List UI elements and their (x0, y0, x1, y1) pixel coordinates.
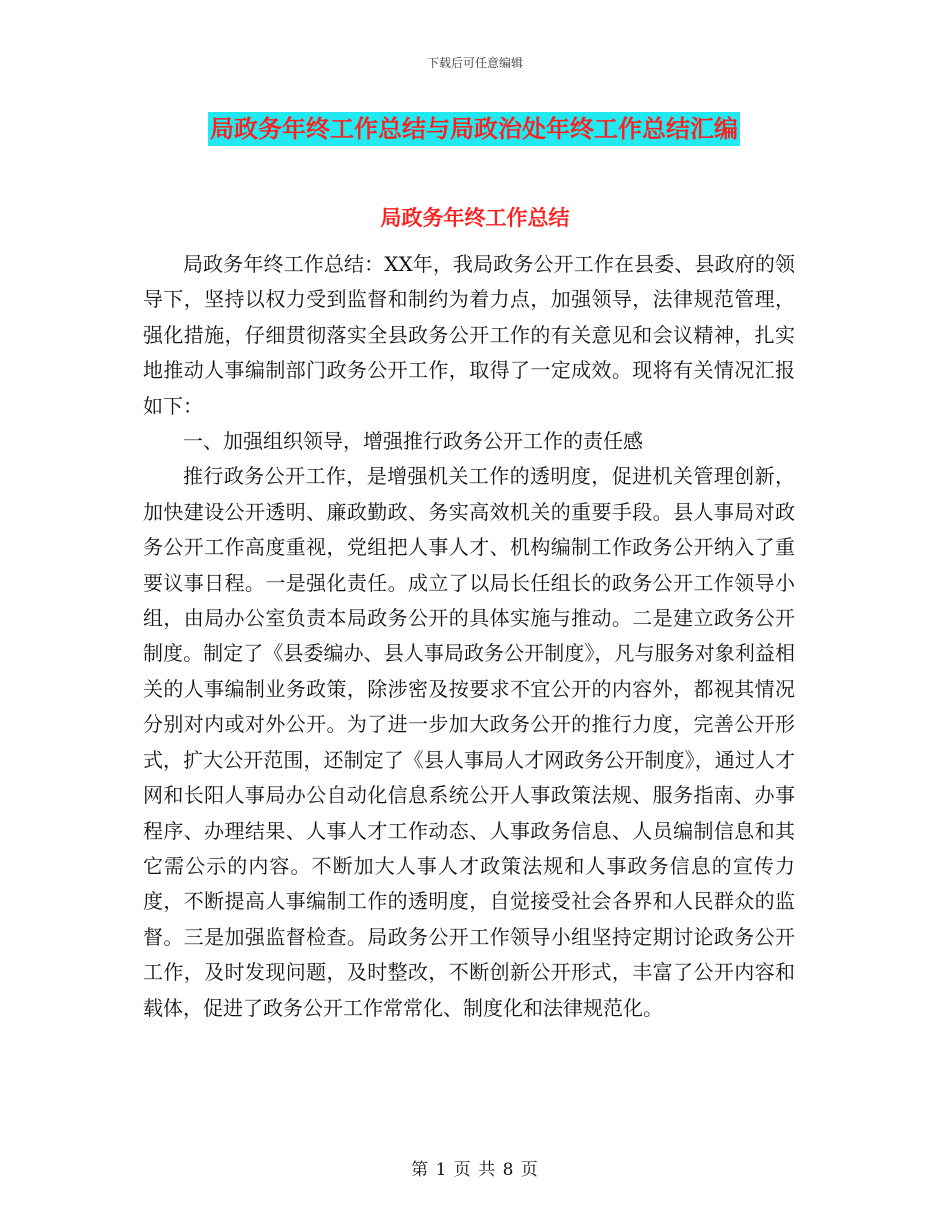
section-title: 局政务年终工作总结 (380, 205, 570, 230)
main-title-wrap (208, 112, 790, 146)
main-title: 局政务年终工作总结与局政治处年终工作总结汇编 (208, 112, 740, 146)
paragraph-detail: 推行政务公开工作，是增强机关工作的透明度，促进机关管理创新，加快建设公开透明、廉政勤政、务实高效机关的重要手段。县人事局对政务公开工作高度重视，党组把人事人才、机构编制工作政务公开纳入了重要议事日程。一是强化责任。成立了以局长任组长的政务公开工作领导小组，由局办公室负责本局政务公开的具体实施与推动。二是建立政务公开制度。制定了《县委编办、县人事局政务公开制度》，凡与服务对象利益相关的人事编制业务政策，除涉密及按要求不宜公开的内容外，都视其情况分别对内或对外公开。为了进一步加大政务公开的推行力度，完善公开形式，扩大公开范围，还制定了《县人事局人才网政务公开制度》，通过人才网和长阳人事局办公自动化信息系统公开人事政策法规、服务指南、办事程序、办理结果、人事人才工作动态、人事政务信息、人员编制信息和其它需公示的内容。不断加大人事人才政策法规和人事政务信息的宣传力度，不断提高人事编制工作的透明度，自觉接受社会各界和人民群众的监督。三是加强监督检查。局政务公开工作领导小组坚持定期讨论政务公开工作，及时发现问题，及时整改，不断创新公开形式，丰富了公开内容和载体，促进了政务公开工作常常化、制度化和法律规范化。 (143, 464, 795, 1020)
page-footer: 第 1 页 共 8 页 (411, 1160, 539, 1180)
paragraph-heading-1: 一、加强组织领导，增强推行政务公开工作的责任感 (183, 429, 643, 454)
document-body (143, 247, 795, 1026)
header-note: 下载后可任意编辑 (426, 56, 523, 70)
paragraph-intro: 局政务年终工作总结：XX年，我局政务公开工作在县委、县政府的领导下，坚持以权力受到监督和制约为着力点，加强领导，法律规范管理，强化措施，仔细贯彻落实全县政务公开工作的有关意见和会议精神，扎实地推动人事编制部门政务公开工作，取得了一定成效。现将有关情况汇报如下： (143, 252, 795, 418)
